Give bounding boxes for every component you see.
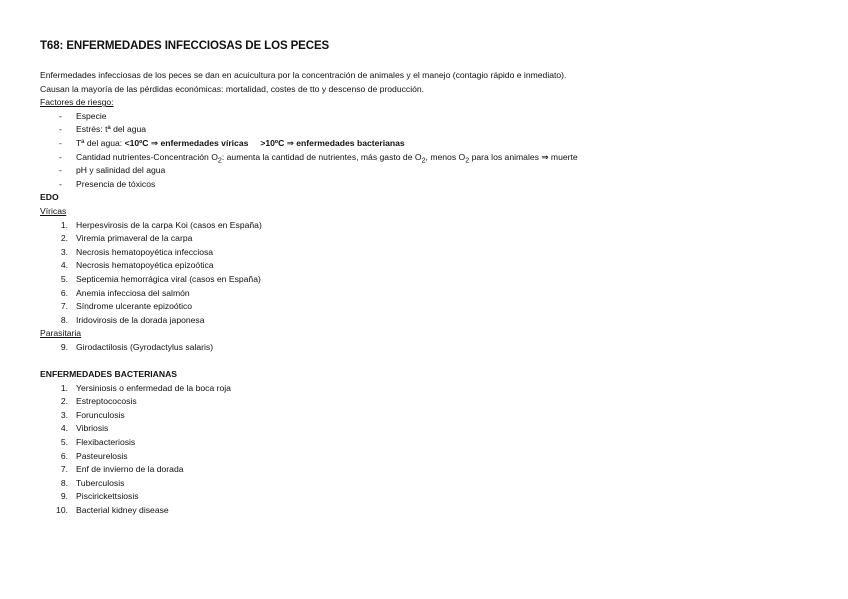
numbered-list-item	[40, 463, 830, 477]
list-number: 5.	[60, 437, 68, 448]
list-number: 10.	[56, 505, 68, 515]
risk-item-text: Estrés: tª del agua	[76, 124, 147, 135]
list-item-text: Piscirickettsiosis	[76, 491, 139, 502]
list-number: 9.	[60, 491, 68, 502]
nutrients-text-1: Cantidad nutrientes-Concentración O	[76, 151, 218, 162]
list-item-text: Yersiniosis o enfermedad de la boca roja	[76, 382, 231, 393]
list-item-text: Bacterial kidney disease	[76, 505, 169, 515]
bacterial-list	[40, 382, 830, 518]
risk-item-text: Presencia de tóxicos	[76, 178, 156, 189]
bacterial-diseases-label: enfermedades bacterianas	[296, 137, 405, 148]
nutrients-text-2: : aumenta la cantidad de nutrientes, más gasto de O	[221, 151, 422, 162]
nutrients-text-5: muerte	[548, 151, 578, 162]
list-item-text: Flexibacteriosis	[76, 437, 136, 448]
intro-line-1: Enfermedades infecciosas de los peces se dan en acuicultura por la concentración de animales y el manejo (contagio rápido e inmediato).	[40, 70, 567, 80]
list-number: 7.	[60, 301, 68, 312]
list-item-text: Necrosis hematopoyética epizoótica	[76, 260, 214, 271]
numbered-list-item	[40, 490, 830, 504]
viral-diseases-label: enfermedades víricas	[160, 137, 249, 148]
numbered-list-item	[40, 259, 830, 273]
bullet-dash: -	[59, 151, 62, 162]
risk-item	[40, 164, 830, 178]
list-item-text: Iridovirosis de la dorada japonesa	[76, 314, 205, 325]
list-number: 8.	[60, 477, 68, 488]
list-number: 4.	[60, 423, 68, 434]
risk-item-nutrients	[40, 151, 830, 165]
right-arrow-icon: ⇒	[150, 137, 159, 148]
list-item-text: Viremia primaveral de la carpa	[76, 233, 193, 244]
list-item-text: Estreptococosis	[76, 396, 137, 407]
nutrients-text-3: , menos O	[425, 151, 466, 162]
list-item-text: Tuberculosis	[76, 477, 125, 488]
numbered-list-item	[40, 300, 830, 314]
list-number: 1.	[60, 382, 68, 393]
numbered-list-item	[40, 232, 830, 246]
list-number: 7.	[60, 464, 68, 475]
numbered-list-item	[40, 246, 830, 260]
risk-item	[40, 123, 830, 137]
temp-high-threshold: >10ºC	[260, 137, 285, 148]
right-arrow-icon: ⇒	[286, 137, 294, 148]
bacterial-heading: ENFERMEDADES BACTERIANAS	[40, 369, 178, 380]
list-number: 9.	[60, 341, 68, 352]
list-item-text: Girodactilosis (Gyrodactylus salaris)	[76, 341, 214, 352]
intro-line-2: Causan la mayoría de las pérdidas económicas: mortalidad, costes de tto y descenso de producción.	[40, 83, 425, 94]
numbered-list-item	[40, 395, 830, 409]
bullet-dash: -	[59, 110, 62, 121]
list-item-text: Pasteurelosis	[76, 450, 128, 461]
list-number: 3.	[60, 409, 68, 420]
list-number: 4.	[60, 260, 68, 271]
list-item-text: Necrosis hematopoyética infecciosa	[76, 246, 214, 257]
risk-item	[40, 110, 830, 124]
subscript: 2	[217, 156, 222, 165]
list-number: 1.	[60, 219, 68, 230]
list-item-text: Septicemia hemorrágica viral (casos en España)	[76, 273, 261, 284]
numbered-list-item	[40, 382, 830, 396]
bullet-dash: -	[59, 124, 62, 135]
list-number: 5.	[60, 273, 68, 284]
subscript: 2	[465, 156, 470, 165]
numbered-list-item	[40, 287, 830, 301]
numbered-list-item	[40, 314, 830, 328]
numbered-list-item	[40, 409, 830, 423]
list-item-text: Enf de invierno de la dorada	[76, 464, 184, 475]
temp-low-threshold: <10ºC	[124, 137, 149, 148]
document-title: T68: ENFERMEDADES INFECCIOSAS DE LOS PECES	[40, 40, 330, 52]
numbered-list-item	[40, 450, 830, 464]
list-item-text: Síndrome ulcerante epizoótico	[76, 301, 193, 312]
list-item-text: Forunculosis	[76, 409, 125, 420]
bullet-dash: -	[59, 137, 62, 148]
list-item-text: Anemia infecciosa del salmón	[76, 287, 190, 298]
numbered-list-item	[40, 504, 830, 518]
risk-item	[40, 178, 830, 192]
list-number: 2.	[60, 233, 68, 244]
risk-item-temperature	[40, 137, 830, 151]
parasitic-heading: Parasitaria	[40, 328, 82, 339]
risk-item-text: Especie	[76, 110, 107, 121]
nutrients-text-4: para los animales	[469, 151, 542, 162]
subscript: 2	[421, 156, 426, 165]
list-item-text: Herpesvirosis de la carpa Koi (casos en España)	[76, 219, 262, 230]
risk-item-text	[76, 137, 405, 151]
list-number: 3.	[60, 246, 68, 257]
numbered-list-item	[40, 436, 830, 450]
viral-list	[40, 219, 830, 328]
list-number: 2.	[60, 396, 68, 407]
viral-heading: Víricas	[40, 205, 67, 216]
spacer	[40, 354, 830, 368]
list-number: 8.	[60, 314, 68, 325]
numbered-list-item	[40, 219, 830, 233]
temp-prefix: Tª del agua:	[76, 137, 125, 148]
risk-item-text: pH y salinidad del agua	[76, 165, 166, 176]
numbered-list-item	[40, 341, 830, 355]
numbered-list-item	[40, 422, 830, 436]
risk-factors-heading: Factores de riesgo:	[40, 97, 114, 108]
list-number: 6.	[60, 287, 68, 298]
right-arrow-icon: ⇒	[541, 151, 549, 162]
numbered-list-item	[40, 477, 830, 491]
list-item-text: Vibriosis	[76, 423, 109, 434]
list-number: 6.	[60, 450, 68, 461]
numbered-list-item	[40, 273, 830, 287]
bullet-dash: -	[59, 178, 62, 189]
parasitic-list	[40, 341, 830, 355]
bullet-dash: -	[59, 165, 62, 176]
edo-heading: EDO	[40, 192, 59, 203]
document-body	[40, 69, 830, 518]
